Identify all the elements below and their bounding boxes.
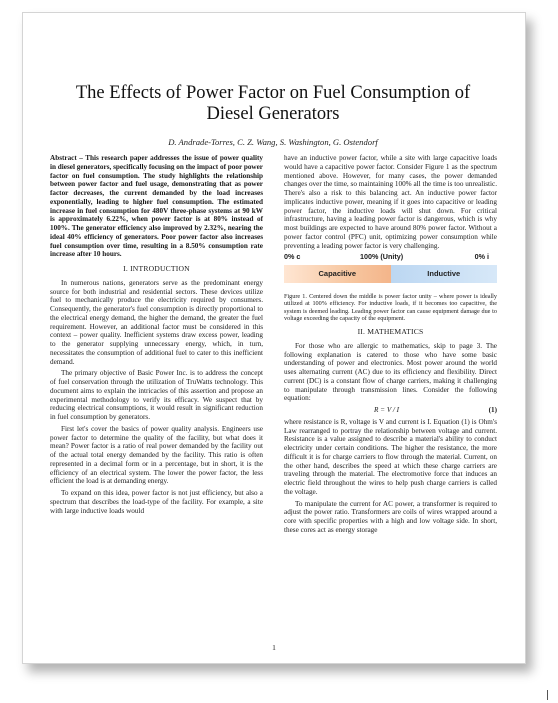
pf-label-inductive-zero: 0% i [474,252,489,262]
math-paragraph-2: where resistance is R, voltage is V and current is I. Equation (1) is Ohm's Law rearranged to portray the relationship between voltage and current. Resistance is a value assigned to describe a material's ability to conduct electricity under certain conditions. The higher the resistance, the more difficult it is for charge carriers to flow through the material. Current, on the other hand, describes the speed at which these charge carriers are traveling through the material. The electromotive force that induces an electric field throughout the wires to help push charge carriers is called the voltage. [284,417,497,496]
intro-paragraph-3: First let's cover the basics of power quality analysis. Engineers use power factor to determine the quality of the facility, but what does it mean? Power factor is a ratio of real power demanded by the facility out of the actual total energy demanded by the facility. This ratio is often represented in a decimal form or in a percentage, but in short, it is the efficiency of an electrical system. The lower the power factor, the less efficient the load is at demanding energy. [50,424,263,486]
pf-label-capacitive-zero: 0% c [284,252,301,262]
pf-spectrum-band [284,265,497,283]
section-heading-mathematics: II. MATHEMATICS [357,327,424,337]
intro-paragraph-2: The primary objective of Basic Power Inc. is to address the concept of fuel conservation through the utilization of TruWatts technology. This document aims to explain the intricacies of this assertion and propose an experimental methodology to verify its efficacy. We suspect that by reducing electrical consumptions, it would result in significant reduction in fuel consumption by generators. [50,369,263,421]
math-paragraph-1: For those who are allergic to mathematics, skip to page 3. The following explanation is catered to those who have some basic understanding of power and electronics. Most power around the world uses alternating current (AC) due to its efficiency and flexibility. Direct current (DC) is a constant flow of charge carriers, making it challenging to manipulate through transmission lines. Consider the following equation: [284,341,497,403]
paper-page [22,12,526,664]
left-column [50,154,263,518]
equation-text: R = V / I [374,406,400,415]
pf-inductive-region: Inductive [391,265,498,283]
right-column [284,154,497,538]
abstract: Abstract – This research paper addresses the issue of power quality in diesel generators, specifically focusing on the impact of poor power factor on fuel consumption. The study highlights the relationship between power factor and fuel usage, demonstrating that as power factor decreases, the current demanded by the load increases exponentially, leading to higher fuel consumption. The estimated increase in fuel consumption for 480V three-phase systems at 90 kW is approximately 6.22%, when power factor is at 80% instead of 100%. The generator efficiency also improved by 2.32%, nearing the ideal 40% efficiency of generators. Poor power factor also increases fuel consumption over time, resulting in a 8.50% consumption rate increase after 10 hours. [50,154,263,259]
paper-authors: D. Andrade-Torres, C. Z. Wang, S. Washington, G. Ostendorf [168,137,378,147]
figure-caption: Figure 1. Centered down the middle is power factor unity – where power is ideally utilized at 100% efficiency. For inductive loads, if it becomes too capacitive, the system is deemed leading. Leading power factor can cause equipment damage due to voltage exceeding the capacity of the equipment. [284,293,497,322]
section-heading-introduction: I. INTRODUCTION [123,264,190,273]
ohms-law-equation [284,406,497,415]
right-paragraph-1: have an inductive power factor, while a site with large capacitive loads would have a capacitive power factor. Consider Figure 1 as the spectrum mentioned above. However, for many cases, the power demanded changes over the time, so maintaining 100% all the time is too unrealistic. There's also a risk to this balancing act. An inductive power factor implicates inductive power, meaning if it goes into capacitive or leading power factor, the inductive loads will shut down. For critical infrastructure, having a leading power factor is dangerous, which is why most buildings are expected to have around 80% power factor. Without a power factor control (PFC) unit, optimizing power consumption while preventing a leading power factor is very challenging. [284,154,497,250]
text-cursor [547,690,548,700]
intro-paragraph-1: In numerous nations, generators serve as the predominant energy source for both industrial and residential sectors. These devices utilize fuel to mechanically produce the electricity required by consumers. Consequently, the generator's fuel consumption is directly proportional to the electrical energy demand, the higher the demand, the greater the fuel requirement. However, an additional factor must be considered in this context – power quality. Inefficient systems draw excess power, leading to the generator supplying unnecessary energy, which, in turn, necessitates the consumption of additional fuel to cater to this inefficient demand. [50,278,263,366]
power-factor-figure [284,253,497,287]
equation-number: (1) [488,406,497,415]
page-number: 1 [272,643,276,652]
pf-capacitive-region: Capacitive [284,265,391,283]
paper-title: The Effects of Power Factor on Fuel Consumption of Diesel Generators [75,83,471,124]
pf-label-unity: 100% (Unity) [360,252,404,262]
intro-paragraph-4: To expand on this idea, power factor is not just efficiency, but also a spectrum that describes the load-type of the facility. For example, a site with large inductive loads would [50,489,263,515]
math-paragraph-3: To manipulate the current for AC power, a transformer is required to adjust the power ratio. Transformers are coils of wires wrapped around a core with specific properties with a high and low voltage side. In short, these cores act as energy storage [284,499,497,534]
